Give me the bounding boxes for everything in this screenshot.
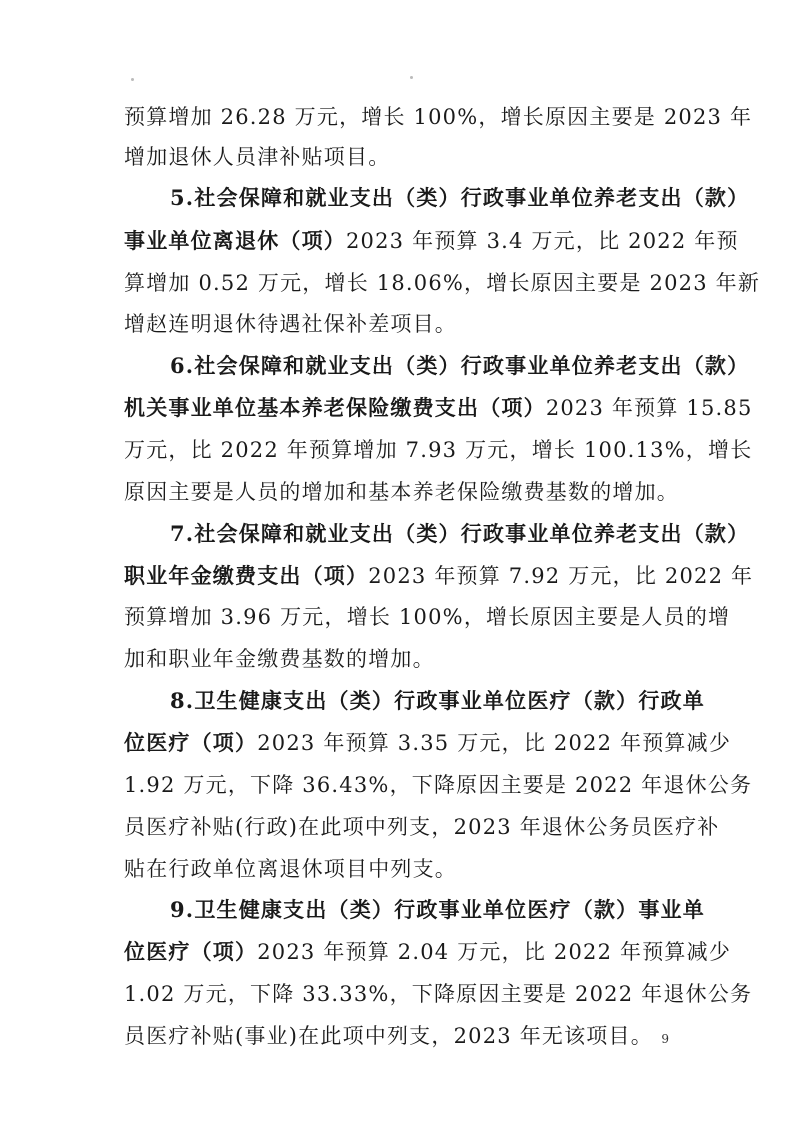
text-line [124, 730, 773, 756]
text-line [124, 144, 773, 170]
text-line [124, 856, 773, 882]
text-line [124, 814, 773, 840]
page-number: 9 [661, 1032, 669, 1046]
text-line [124, 1023, 773, 1049]
body-text-segment: 2023 年预算 2.04 万元，比 2022 年预算减少 [257, 940, 732, 964]
body-text-segment: 贴在行政单位离退休项目中列支。 [124, 857, 457, 881]
text-line [124, 939, 773, 965]
item-heading-text: 9.卫生健康支出（类）行政事业单位医疗（款）事业单 [170, 897, 705, 922]
text-line [124, 563, 773, 589]
body-text-segment: 1.02 万元，下降 33.33%，下降原因主要是 2022 年退休公务 [124, 982, 753, 1006]
text-line [124, 604, 773, 630]
body-text-segment: 算增加 0.52 万元，增长 18.06%，增长原因主要是 2023 年新 [124, 271, 761, 295]
text-line [170, 897, 773, 923]
item-heading-text: 事业单位离退休（项） [124, 228, 346, 253]
body-text-segment: 预算增加 26.28 万元，增长 100%，增长原因主要是 2023 年 [124, 105, 753, 129]
body-text-segment: 2023 年预算 3.4 万元，比 2022 年预 [346, 229, 739, 253]
text-line [124, 437, 773, 463]
body-text-segment: 2023 年预算 3.35 万元，比 2022 年预算减少 [257, 731, 732, 755]
text-line [124, 395, 773, 421]
item-heading-text: 机关事业单位基本养老保险缴费支出（项） [124, 395, 546, 420]
item-heading-text: 职业年金缴费支出（项） [124, 563, 369, 588]
body-text-segment: 员医疗补贴(事业)在此项中列支，2023 年无该项目。 [124, 1024, 653, 1048]
scan-speck [131, 78, 134, 81]
body-text-segment: 2023 年预算 15.85 [545, 396, 753, 420]
item-heading-text: 位医疗（项） [124, 730, 258, 755]
item-heading-text: 7.社会保障和就业支出（类）行政事业单位养老支出（款） [170, 521, 750, 546]
text-line [124, 646, 773, 672]
text-line [124, 479, 773, 505]
item-heading-text: 6.社会保障和就业支出（类）行政事业单位养老支出（款） [170, 353, 750, 378]
body-text-segment: 加和职业年金缴费基数的增加。 [124, 647, 435, 671]
text-line [170, 521, 773, 547]
body-text-segment: 增加退休人员津补贴项目。 [124, 145, 391, 169]
body-text-segment: 预算增加 3.96 万元，增长 100%，增长原因主要是人员的增 [124, 605, 731, 629]
body-text-segment: 2023 年预算 7.92 万元，比 2022 年 [368, 564, 754, 588]
text-line [124, 228, 773, 254]
item-heading-text: 8.卫生健康支出（类）行政事业单位医疗（款）行政单 [170, 688, 705, 713]
item-heading-text: 位医疗（项） [124, 939, 258, 964]
text-line [124, 270, 773, 296]
scan-speck [410, 76, 413, 79]
body-text-segment: 员医疗补贴(行政)在此项中列支，2023 年退休公务员医疗补 [124, 815, 720, 839]
body-text-segment: 1.92 万元，下降 36.43%，下降原因主要是 2022 年退休公务 [124, 773, 753, 797]
text-line [170, 688, 773, 714]
text-line [124, 311, 773, 337]
text-line [170, 353, 773, 379]
text-line [124, 981, 773, 1007]
text-line [170, 185, 773, 211]
body-text-segment: 万元，比 2022 年预算增加 7.93 万元，增长 100.13%，增长 [124, 438, 753, 462]
text-line [124, 772, 773, 798]
body-text-segment: 原因主要是人员的增加和基本养老保险缴费基数的增加。 [124, 480, 679, 504]
body-text-segment: 增赵连明退休待遇社保补差项目。 [124, 312, 457, 336]
text-line [124, 104, 773, 130]
item-heading-text: 5.社会保障和就业支出（类）行政事业单位养老支出（款） [170, 185, 750, 210]
